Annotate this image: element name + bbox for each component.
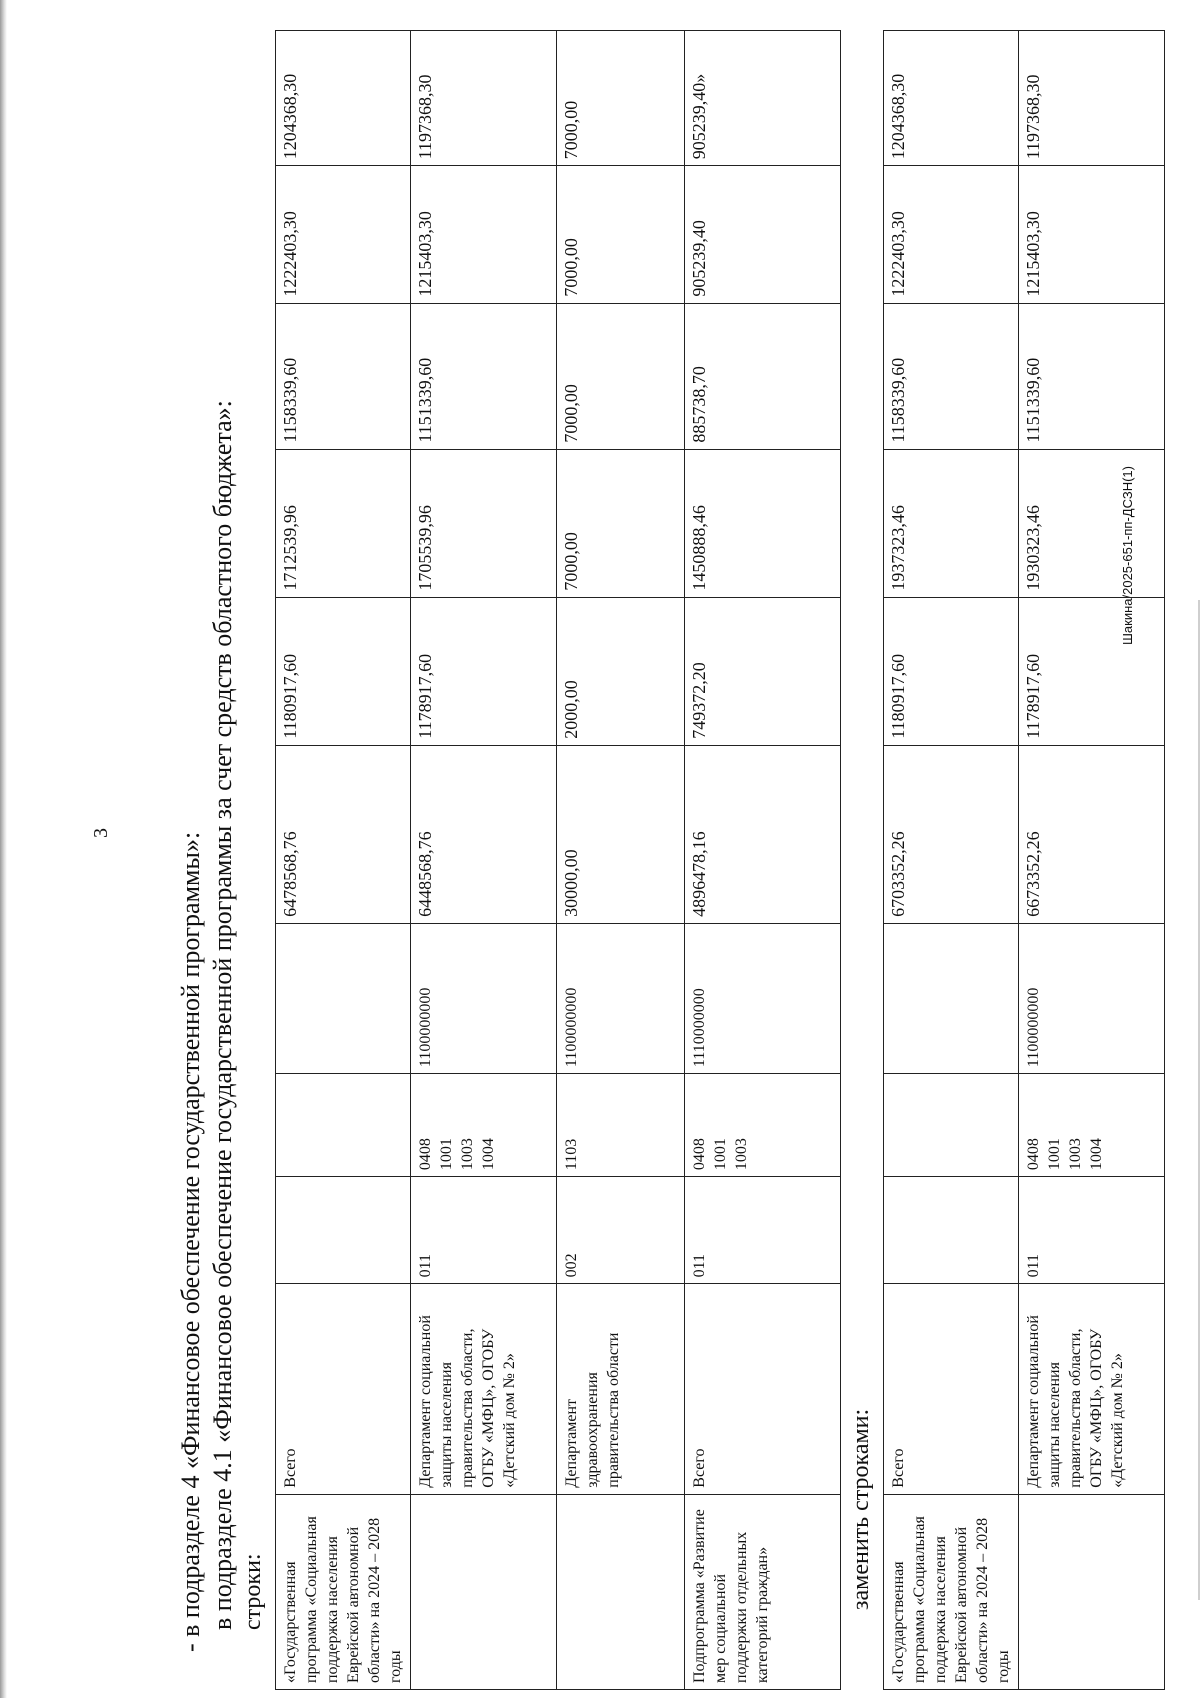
replacement-table-cell: «Государственная программа «Социальная поддержка населения Еврейской автономной области» на 2024 – 2028 годы bbox=[884, 1494, 1019, 1689]
replacement-table-cell: 1930323,46 bbox=[1019, 449, 1165, 597]
current-table-cell: 1450888,46 bbox=[685, 449, 841, 597]
current-table-cell: 0408 1001 1003 1004 bbox=[411, 1074, 557, 1177]
document-footer-code: Шакина/2025-651-пп-ДСЗН(1) bbox=[1120, 466, 1135, 645]
heading-subsection-4-1: в подразделе 4.1 «Финансовое обеспечение государственной программы за счет средств областного бюджета»: bbox=[208, 400, 237, 1630]
current-table-cell: 749372,20 bbox=[685, 597, 841, 745]
current-table-cell: 1158339,60 bbox=[276, 303, 411, 449]
replacement-table-cell: 1180917,60 bbox=[884, 597, 1019, 745]
replacement-table-cell: 011 bbox=[1019, 1177, 1165, 1284]
current-table-cell: 7000,00 bbox=[557, 166, 685, 303]
current-table-cell: 905239,40» bbox=[685, 31, 841, 166]
current-table-cell: 1705539,96 bbox=[411, 449, 557, 597]
label-rows: строки: bbox=[240, 1553, 266, 1630]
current-table-cell: 1103 bbox=[557, 1074, 685, 1177]
current-table-cell: Департамент здравоохранения правительства области bbox=[557, 1284, 685, 1494]
current-table-cell: 1204368,30 bbox=[276, 31, 411, 166]
replacement-table-cell: 1204368,30 bbox=[884, 31, 1019, 166]
replacement-table-cell: 6703352,26 bbox=[884, 745, 1019, 923]
current-table-cell: 1197368,30 bbox=[411, 31, 557, 166]
current-table-row bbox=[685, 31, 841, 1690]
replacement-table-cell bbox=[884, 923, 1019, 1073]
current-table-cell: 1215403,30 bbox=[411, 166, 557, 303]
current-table-cell: 1100000000 bbox=[557, 923, 685, 1073]
replacement-table-row bbox=[1019, 31, 1165, 1690]
replacement-table-cell: 1100000000 bbox=[1019, 923, 1165, 1073]
replacement-table-cell: 1222403,30 bbox=[884, 166, 1019, 303]
current-table-cell bbox=[276, 1074, 411, 1177]
replacement-table-cell: 1158339,60 bbox=[884, 303, 1019, 449]
current-table-cell: «Государственная программа «Социальная поддержка населения Еврейской автономной области» на 2024 – 2028 годы bbox=[276, 1494, 411, 1689]
current-table-cell: 30000,00 bbox=[557, 745, 685, 923]
current-table-cell: 1222403,30 bbox=[276, 166, 411, 303]
current-table-cell: 885738,70 bbox=[685, 303, 841, 449]
label-replace-rows: заменить строками: bbox=[848, 1408, 874, 1610]
replacement-table-cell: 0408 1001 1003 1004 bbox=[1019, 1074, 1165, 1177]
replacement-table-cell bbox=[1019, 1494, 1165, 1689]
replacement-table-cell: 1197368,30 bbox=[1019, 31, 1165, 166]
replacement-table-cell: 1937323,46 bbox=[884, 449, 1019, 597]
current-table-cell: Подпрограмма «Развитие мер социальной поддержки отдельных категорий граждан» bbox=[685, 1494, 841, 1689]
replacement-table-cell bbox=[884, 1074, 1019, 1177]
current-table-cell: 1151339,60 bbox=[411, 303, 557, 449]
current-table-cell: 1180917,60 bbox=[276, 597, 411, 745]
current-table-cell: 905239,40 bbox=[685, 166, 841, 303]
current-table-cell: 6478568,76 bbox=[276, 745, 411, 923]
current-table-cell bbox=[557, 1494, 685, 1689]
replacement-table-cell: 6673352,26 bbox=[1019, 745, 1165, 923]
replacement-table-cell: Департамент социальной защиты населения правительства области, ОГБУ «МФЦ», ОГОБУ «Детский дом № 2» bbox=[1019, 1284, 1165, 1494]
current-table-row bbox=[411, 31, 557, 1690]
scan-left-edge bbox=[0, 0, 7, 1698]
current-table-cell: Всего bbox=[276, 1284, 411, 1494]
current-table-cell: Всего bbox=[685, 1284, 841, 1494]
current-table-cell: 4896478,16 bbox=[685, 745, 841, 923]
table-replacement-rows bbox=[883, 30, 1165, 1690]
current-table-cell: 011 bbox=[685, 1177, 841, 1284]
current-table-cell bbox=[276, 923, 411, 1073]
current-table-cell: 002 bbox=[557, 1177, 685, 1284]
current-table-cell: 1100000000 bbox=[411, 923, 557, 1073]
current-table-row bbox=[557, 31, 685, 1690]
current-table-cell: 1178917,60 bbox=[411, 597, 557, 745]
current-table-cell: 6448568,76 bbox=[411, 745, 557, 923]
replacement-table-cell: Всего bbox=[884, 1284, 1019, 1494]
page-number: 3 bbox=[90, 828, 112, 838]
current-table-cell: Департамент социальной защиты населения правительства области, ОГБУ «МФЦ», ОГОБУ «Детский дом № 2» bbox=[411, 1284, 557, 1494]
current-table-row bbox=[276, 31, 411, 1690]
rotated-page-content bbox=[175, 30, 1126, 1690]
current-table-cell: 7000,00 bbox=[557, 31, 685, 166]
current-table-cell: 0408 1001 1003 bbox=[685, 1074, 841, 1177]
heading-subsection-4: - в подразделе 4 «Финансовое обеспечение государственной программы»: bbox=[176, 831, 205, 1652]
replacement-table-cell bbox=[884, 1177, 1019, 1284]
current-table-cell: 7000,00 bbox=[557, 449, 685, 597]
replacement-table-cell: 1178917,60 bbox=[1019, 597, 1165, 745]
current-table-cell: 7000,00 bbox=[557, 303, 685, 449]
replacement-table-row bbox=[884, 31, 1019, 1690]
current-table-cell: 2000,00 bbox=[557, 597, 685, 745]
current-table-cell: 1712539,96 bbox=[276, 449, 411, 597]
current-table-cell: 1110000000 bbox=[685, 923, 841, 1073]
current-table-cell: 011 bbox=[411, 1177, 557, 1284]
current-table-cell bbox=[276, 1177, 411, 1284]
replacement-table-cell: 1215403,30 bbox=[1019, 166, 1165, 303]
current-table-cell bbox=[411, 1494, 557, 1689]
table-current-rows bbox=[275, 30, 841, 1690]
replacement-table-cell: 1151339,60 bbox=[1019, 303, 1165, 449]
